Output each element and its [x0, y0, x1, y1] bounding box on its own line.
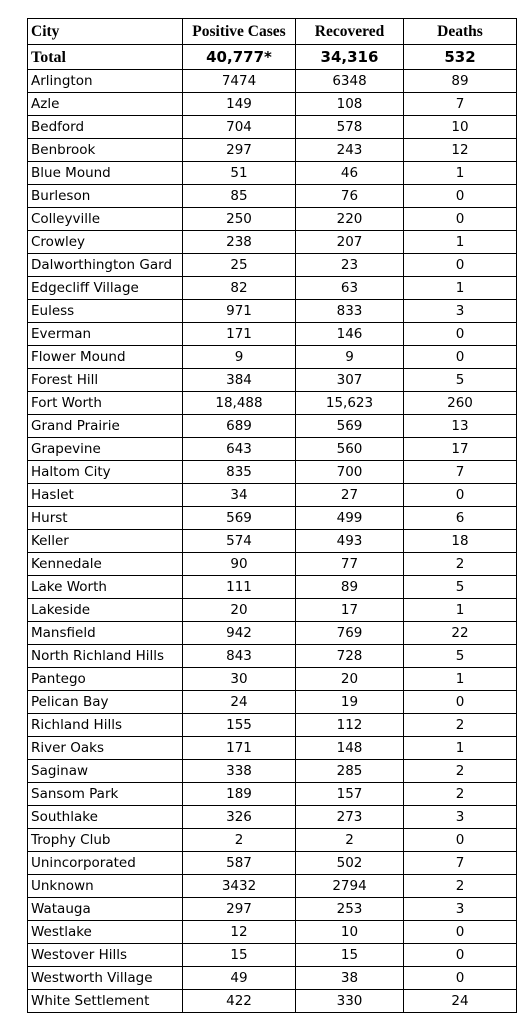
- city-cell: Grand Prairie: [28, 415, 183, 438]
- positive-cases-cell: 942: [183, 622, 296, 645]
- deaths-cell: 12: [404, 139, 517, 162]
- deaths-cell: 5: [404, 576, 517, 599]
- recovered-cell: 700: [296, 461, 404, 484]
- city-cell: Pelican Bay: [28, 691, 183, 714]
- positive-cases-cell: 7474: [183, 70, 296, 93]
- positive-cases-cell: 835: [183, 461, 296, 484]
- recovered-cell: 108: [296, 93, 404, 116]
- table-row: [28, 116, 517, 139]
- city-cell: Bedford: [28, 116, 183, 139]
- positive-cases-cell: 18,488: [183, 392, 296, 415]
- recovered-cell: 15,623: [296, 392, 404, 415]
- recovered-cell: 493: [296, 530, 404, 553]
- table-row: [28, 783, 517, 806]
- positive-cases-cell: 704: [183, 116, 296, 139]
- table-row: [28, 668, 517, 691]
- table-row: [28, 438, 517, 461]
- deaths-cell: 1: [404, 668, 517, 691]
- total-row: [28, 45, 517, 70]
- positive-cases-cell: 238: [183, 231, 296, 254]
- recovered-cell: 502: [296, 852, 404, 875]
- recovered-cell: 578: [296, 116, 404, 139]
- recovered-cell: 17: [296, 599, 404, 622]
- recovered-cell: 19: [296, 691, 404, 714]
- deaths-cell: 0: [404, 484, 517, 507]
- deaths-cell: 7: [404, 461, 517, 484]
- table-row: [28, 139, 517, 162]
- positive-cases-cell: 297: [183, 139, 296, 162]
- recovered-cell: 146: [296, 323, 404, 346]
- city-cell: Unknown: [28, 875, 183, 898]
- table-row: [28, 990, 517, 1013]
- total-label: Total: [28, 45, 183, 70]
- table-row: [28, 576, 517, 599]
- table-row: [28, 461, 517, 484]
- deaths-cell: 5: [404, 369, 517, 392]
- table-row: [28, 300, 517, 323]
- recovered-cell: 499: [296, 507, 404, 530]
- recovered-cell: 253: [296, 898, 404, 921]
- deaths-cell: 0: [404, 254, 517, 277]
- deaths-cell: 260: [404, 392, 517, 415]
- positive-cases-cell: 384: [183, 369, 296, 392]
- table-row: [28, 185, 517, 208]
- table-row: [28, 507, 517, 530]
- recovered-cell: 560: [296, 438, 404, 461]
- recovered-cell: 833: [296, 300, 404, 323]
- table-row: [28, 231, 517, 254]
- table-row: [28, 967, 517, 990]
- deaths-cell: 5: [404, 645, 517, 668]
- recovered-cell: 15: [296, 944, 404, 967]
- positive-cases-cell: 25: [183, 254, 296, 277]
- city-cell: Westover Hills: [28, 944, 183, 967]
- table-row: [28, 484, 517, 507]
- deaths-cell: 0: [404, 921, 517, 944]
- recovered-cell: 207: [296, 231, 404, 254]
- positive-cases-cell: 3432: [183, 875, 296, 898]
- deaths-cell: 1: [404, 737, 517, 760]
- positive-cases-cell: 250: [183, 208, 296, 231]
- positive-cases-cell: 15: [183, 944, 296, 967]
- city-cell: Dalworthington Gard: [28, 254, 183, 277]
- city-cell: North Richland Hills: [28, 645, 183, 668]
- positive-cases-cell: 643: [183, 438, 296, 461]
- recovered-cell: 243: [296, 139, 404, 162]
- recovered-cell: 2: [296, 829, 404, 852]
- city-cell: Richland Hills: [28, 714, 183, 737]
- recovered-cell: 148: [296, 737, 404, 760]
- deaths-cell: 10: [404, 116, 517, 139]
- positive-cases-cell: 326: [183, 806, 296, 829]
- city-cell: Everman: [28, 323, 183, 346]
- city-cell: River Oaks: [28, 737, 183, 760]
- city-cell: Benbrook: [28, 139, 183, 162]
- city-cell: Keller: [28, 530, 183, 553]
- deaths-cell: 2: [404, 875, 517, 898]
- recovered-cell: 46: [296, 162, 404, 185]
- city-cell: Westlake: [28, 921, 183, 944]
- positive-cases-cell: 49: [183, 967, 296, 990]
- city-cell: Arlington: [28, 70, 183, 93]
- recovered-cell: 112: [296, 714, 404, 737]
- deaths-cell: 3: [404, 806, 517, 829]
- deaths-cell: 17: [404, 438, 517, 461]
- city-cell: Watauga: [28, 898, 183, 921]
- table-row: [28, 346, 517, 369]
- positive-cases-cell: 587: [183, 852, 296, 875]
- city-cell: Lakeside: [28, 599, 183, 622]
- header-recovered: Recovered: [296, 19, 404, 45]
- positive-cases-cell: 20: [183, 599, 296, 622]
- table-row: [28, 645, 517, 668]
- positive-cases-cell: 30: [183, 668, 296, 691]
- deaths-cell: 0: [404, 346, 517, 369]
- deaths-cell: 24: [404, 990, 517, 1013]
- deaths-cell: 18: [404, 530, 517, 553]
- table-row: [28, 829, 517, 852]
- deaths-cell: 1: [404, 162, 517, 185]
- city-cases-table: [27, 18, 517, 1013]
- positive-cases-cell: 171: [183, 323, 296, 346]
- table-row: [28, 806, 517, 829]
- deaths-cell: 0: [404, 208, 517, 231]
- recovered-cell: 769: [296, 622, 404, 645]
- positive-cases-cell: 843: [183, 645, 296, 668]
- positive-cases-cell: 34: [183, 484, 296, 507]
- positive-cases-cell: 51: [183, 162, 296, 185]
- recovered-cell: 285: [296, 760, 404, 783]
- positive-cases-cell: 422: [183, 990, 296, 1013]
- city-cell: Trophy Club: [28, 829, 183, 852]
- deaths-cell: 0: [404, 944, 517, 967]
- table-row: [28, 599, 517, 622]
- positive-cases-cell: 971: [183, 300, 296, 323]
- recovered-cell: 9: [296, 346, 404, 369]
- recovered-cell: 89: [296, 576, 404, 599]
- header-deaths: Deaths: [404, 19, 517, 45]
- deaths-cell: 2: [404, 760, 517, 783]
- recovered-cell: 38: [296, 967, 404, 990]
- recovered-cell: 63: [296, 277, 404, 300]
- table-row: [28, 714, 517, 737]
- city-cell: Flower Mound: [28, 346, 183, 369]
- positive-cases-cell: 24: [183, 691, 296, 714]
- positive-cases-cell: 2: [183, 829, 296, 852]
- recovered-cell: 6348: [296, 70, 404, 93]
- positive-cases-cell: 149: [183, 93, 296, 116]
- recovered-cell: 2794: [296, 875, 404, 898]
- city-cell: Euless: [28, 300, 183, 323]
- table-row: [28, 530, 517, 553]
- city-cell: Edgecliff Village: [28, 277, 183, 300]
- city-cell: Burleson: [28, 185, 183, 208]
- city-cell: Grapevine: [28, 438, 183, 461]
- table-row: [28, 760, 517, 783]
- deaths-cell: 22: [404, 622, 517, 645]
- deaths-cell: 13: [404, 415, 517, 438]
- city-cell: Azle: [28, 93, 183, 116]
- recovered-cell: 76: [296, 185, 404, 208]
- city-cell: Hurst: [28, 507, 183, 530]
- city-cell: Mansfield: [28, 622, 183, 645]
- recovered-cell: 157: [296, 783, 404, 806]
- recovered-cell: 273: [296, 806, 404, 829]
- deaths-cell: 1: [404, 599, 517, 622]
- table-row: [28, 208, 517, 231]
- positive-cases-cell: 189: [183, 783, 296, 806]
- city-cell: Haslet: [28, 484, 183, 507]
- positive-cases-cell: 689: [183, 415, 296, 438]
- deaths-cell: 3: [404, 898, 517, 921]
- table-row: [28, 392, 517, 415]
- city-cell: Fort Worth: [28, 392, 183, 415]
- positive-cases-cell: 85: [183, 185, 296, 208]
- city-cell: Pantego: [28, 668, 183, 691]
- deaths-cell: 3: [404, 300, 517, 323]
- city-cell: Saginaw: [28, 760, 183, 783]
- table-row: [28, 254, 517, 277]
- deaths-cell: 0: [404, 185, 517, 208]
- table-row: [28, 415, 517, 438]
- table-row: [28, 622, 517, 645]
- deaths-cell: 2: [404, 714, 517, 737]
- recovered-cell: 10: [296, 921, 404, 944]
- deaths-cell: 0: [404, 323, 517, 346]
- table-row: [28, 162, 517, 185]
- table-row: [28, 70, 517, 93]
- positive-cases-cell: 171: [183, 737, 296, 760]
- table-row: [28, 737, 517, 760]
- recovered-cell: 77: [296, 553, 404, 576]
- recovered-cell: 569: [296, 415, 404, 438]
- header-positive-cases: Positive Cases: [183, 19, 296, 45]
- recovered-cell: 330: [296, 990, 404, 1013]
- table-row: [28, 323, 517, 346]
- positive-cases-cell: 569: [183, 507, 296, 530]
- city-cell: Colleyville: [28, 208, 183, 231]
- positive-cases-cell: 12: [183, 921, 296, 944]
- header-row: [28, 19, 517, 45]
- city-cell: Sansom Park: [28, 783, 183, 806]
- positive-cases-cell: 297: [183, 898, 296, 921]
- recovered-cell: 220: [296, 208, 404, 231]
- city-cell: Westworth Village: [28, 967, 183, 990]
- positive-cases-cell: 338: [183, 760, 296, 783]
- positive-cases-cell: 9: [183, 346, 296, 369]
- positive-cases-cell: 82: [183, 277, 296, 300]
- city-cell: Crowley: [28, 231, 183, 254]
- deaths-cell: 1: [404, 277, 517, 300]
- city-cell: Lake Worth: [28, 576, 183, 599]
- positive-cases-cell: 90: [183, 553, 296, 576]
- positive-cases-cell: 111: [183, 576, 296, 599]
- deaths-cell: 0: [404, 829, 517, 852]
- deaths-cell: 89: [404, 70, 517, 93]
- recovered-cell: 27: [296, 484, 404, 507]
- table-row: [28, 898, 517, 921]
- deaths-cell: 0: [404, 691, 517, 714]
- table-row: [28, 944, 517, 967]
- table-row: [28, 93, 517, 116]
- city-cell: Blue Mound: [28, 162, 183, 185]
- table-row: [28, 921, 517, 944]
- positive-cases-cell: 155: [183, 714, 296, 737]
- deaths-cell: 2: [404, 553, 517, 576]
- table-row: [28, 553, 517, 576]
- deaths-cell: 7: [404, 93, 517, 116]
- table-row: [28, 691, 517, 714]
- recovered-cell: 728: [296, 645, 404, 668]
- deaths-cell: 0: [404, 967, 517, 990]
- total-recovered: 34,316: [296, 45, 404, 70]
- header-city: City: [28, 19, 183, 45]
- city-cell: Unincorporated: [28, 852, 183, 875]
- deaths-cell: 7: [404, 852, 517, 875]
- city-cell: Haltom City: [28, 461, 183, 484]
- total-positive: 40,777*: [183, 45, 296, 70]
- deaths-cell: 2: [404, 783, 517, 806]
- table-row: [28, 369, 517, 392]
- positive-cases-cell: 574: [183, 530, 296, 553]
- deaths-cell: 1: [404, 231, 517, 254]
- city-cell: White Settlement: [28, 990, 183, 1013]
- deaths-cell: 6: [404, 507, 517, 530]
- table-row: [28, 875, 517, 898]
- total-deaths: 532: [404, 45, 517, 70]
- city-cell: Forest Hill: [28, 369, 183, 392]
- table-row: [28, 852, 517, 875]
- recovered-cell: 307: [296, 369, 404, 392]
- recovered-cell: 20: [296, 668, 404, 691]
- table-row: [28, 277, 517, 300]
- recovered-cell: 23: [296, 254, 404, 277]
- city-cell: Southlake: [28, 806, 183, 829]
- city-cell: Kennedale: [28, 553, 183, 576]
